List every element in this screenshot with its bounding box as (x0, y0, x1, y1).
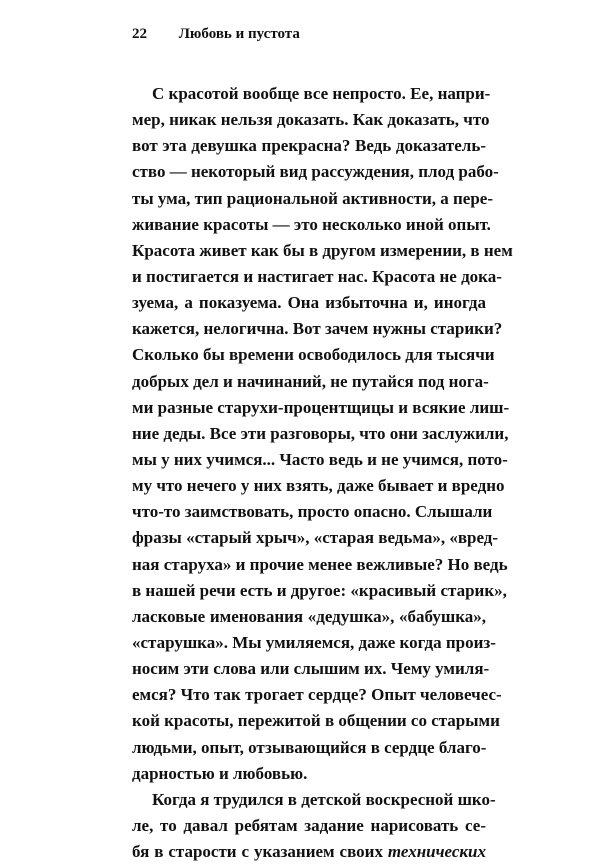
text-line: му что нечего у них взять, даже бывает и вредно (132, 476, 505, 496)
body-text (132, 81, 513, 865)
text-line: ласковые именования «дедушка», «бабушка», (132, 606, 486, 626)
text-line: С красотой вообще все непросто. Ее, напри- (152, 84, 491, 103)
text-line: ная старуха» и прочие менее вежливые? Но ведь (132, 554, 508, 574)
text-line-with-italic (132, 839, 486, 865)
paragraph-1 (132, 81, 513, 787)
text-line: кой красоты, пережитой в общении со старыми (132, 711, 500, 731)
text-line: ле, то давал ребятам задание нарисовать се- (132, 815, 486, 835)
text-line: ми разные старухи-процентщицы и всякие лиш- (132, 397, 510, 417)
text-line: ты ума, тип рациональной активности, а пере- (132, 188, 494, 208)
text-line: что-то заимствовать, просто опасно. Слышали (132, 502, 493, 522)
italic-word: технических (387, 842, 486, 862)
text-line: вот эта девушка прекрасна? Ведь доказатель- (132, 136, 486, 156)
running-title: Любовь и пустота (178, 26, 300, 42)
text-line: кажется, нелогична. Вот зачем нужны старики? (132, 319, 503, 339)
text-line: дарностью и любовью. (132, 763, 308, 783)
text-line: ство — некоторый вид рассуждения, плод рабо- (132, 162, 499, 182)
text-line: и постигается и настигает нас. Красота не дока- (132, 266, 502, 286)
text-line: мер, никак нельзя доказать. Как доказать, что (132, 110, 490, 130)
text-line: в нашей речи есть и другое: «красивый старик», (132, 580, 507, 600)
text-line: фразы «старый хрыч», «старая ведьма», «вред- (132, 528, 499, 548)
text-line: зуема, а показуема. Она избыточна и, иногда (132, 293, 486, 313)
text-line: Сколько бы времени освободилось для тысячи (132, 345, 495, 365)
text-line: Красота живет как бы в другом измерении, в нем (132, 240, 513, 260)
text-line: ние деды. Все эти разговоры, что они заслужили, (132, 423, 509, 443)
text-line: добрых дел и начинаний, не путайся под нога- (132, 371, 489, 391)
text-line: мы у них учимся... Часто ведь и не учимся, пото- (132, 449, 508, 469)
page-number: 22 (132, 26, 147, 42)
text-line: живание красоты — это несколько иной опыт. (132, 214, 491, 234)
text-fragment: бя в старости с указанием своих (132, 842, 383, 862)
text-line: носим эти слова или слышим их. Чему умиля- (132, 659, 490, 679)
text-line: Когда я трудился в детской воскресной шко- (152, 789, 496, 809)
text-line: людьми, опыт, отзывающийся в сердце благо- (132, 737, 487, 757)
paragraph-2 (132, 787, 496, 865)
page-header (132, 24, 502, 44)
text-line: емся? Что так трогает сердце? Опыт человечес- (132, 685, 502, 705)
text-line: «старушка». Мы умиляемся, даже когда произ- (132, 632, 496, 652)
